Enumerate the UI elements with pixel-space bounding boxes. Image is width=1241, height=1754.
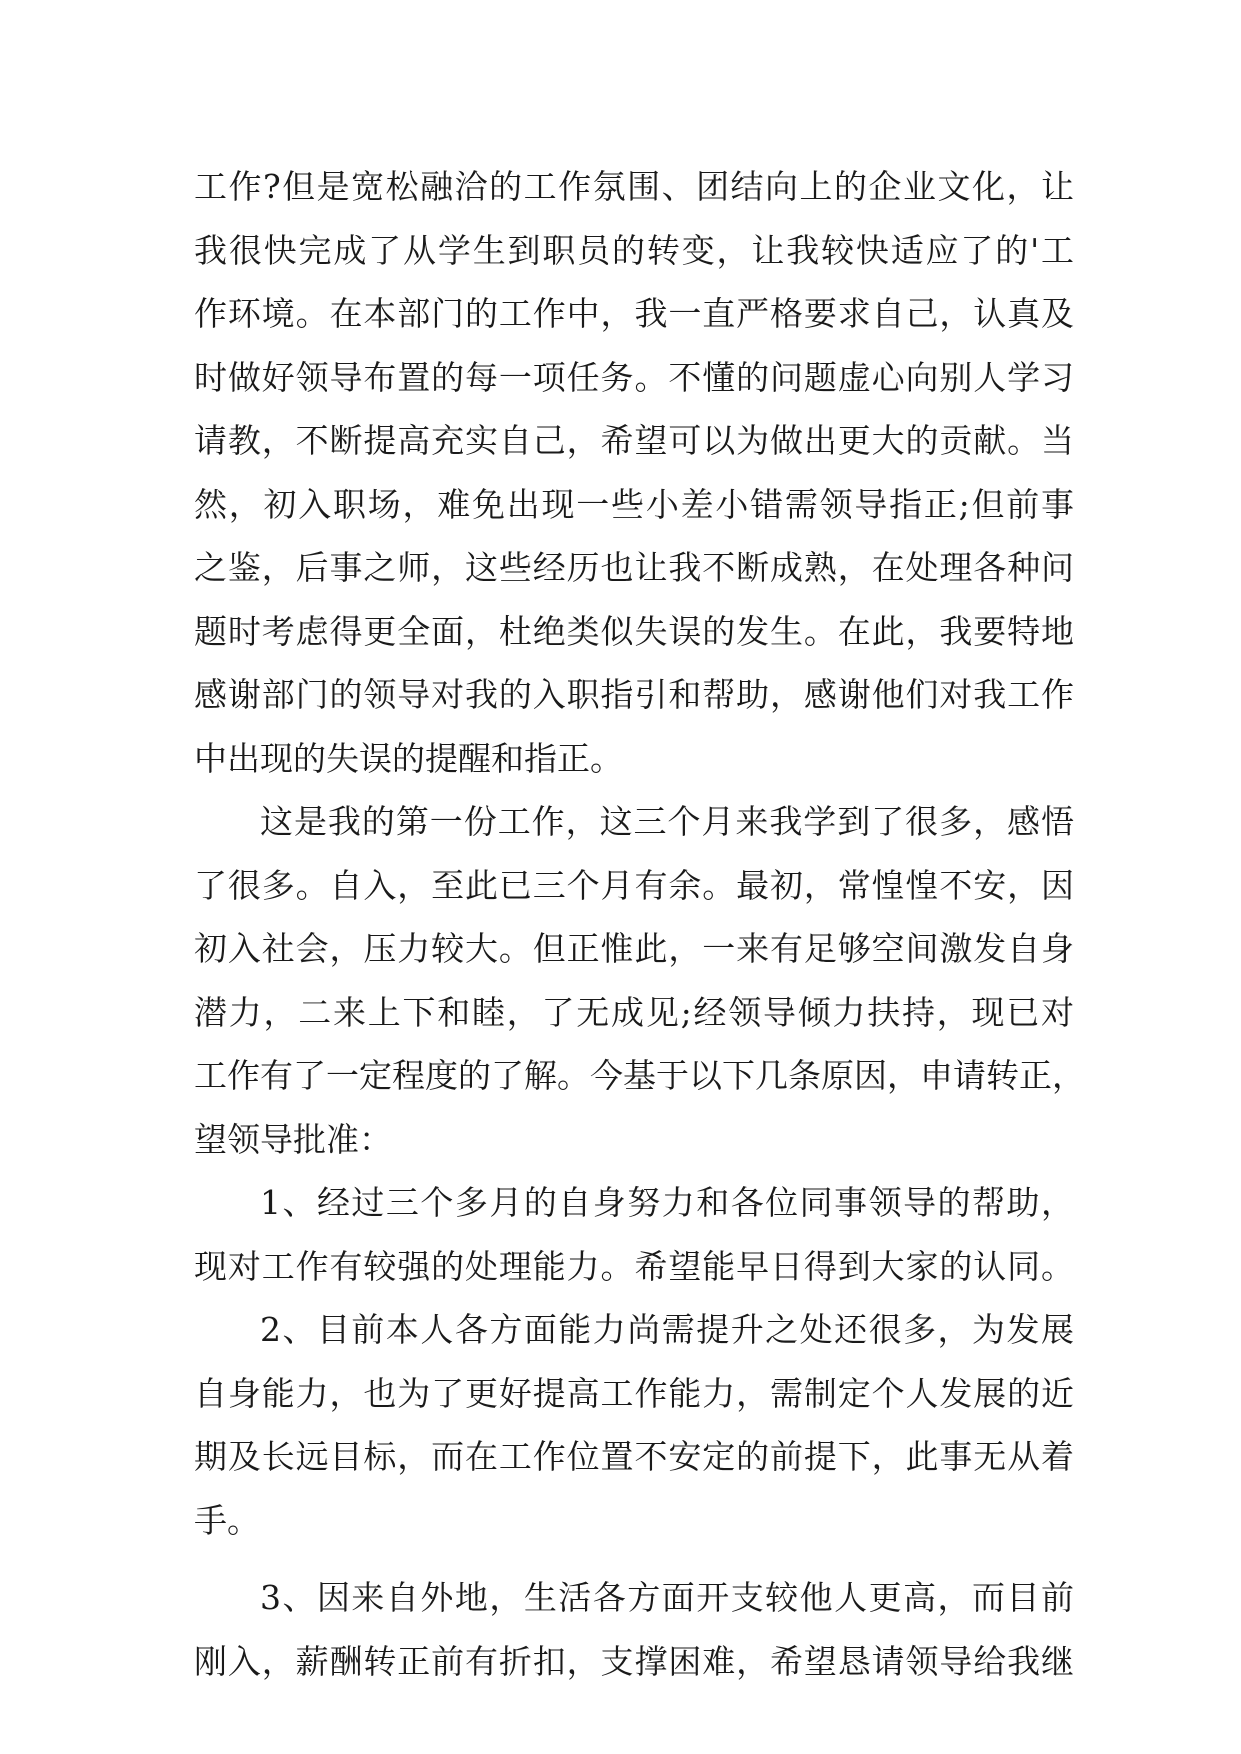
text-line: 了很多。自入，至此已三个月有余。最初，常惶惶不安，因 bbox=[194, 865, 1074, 905]
text-line: 望领导批准： bbox=[194, 1119, 392, 1159]
text-line: 潜力，二来上下和睦，了无成见;经领导倾力扶持，现已对 bbox=[194, 992, 1074, 1032]
text-line: 期及长远目标，而在工作位置不安定的前提下，此事无从着 bbox=[194, 1437, 1074, 1476]
text-line: 手。 bbox=[194, 1500, 260, 1540]
list-item-3: 3、因来自外地，生活各方面开支较他人更高，而目前 bbox=[260, 1578, 1074, 1617]
text-line: 中出现的失误的提醒和指正。 bbox=[194, 738, 623, 778]
text-line: 题时考虑得更全面，杜绝类似失误的发生。在此，我要特地 bbox=[194, 611, 1074, 651]
text-line: 工作?但是宽松融洽的工作氛围、团结向上的企业文化，让 bbox=[194, 167, 1074, 206]
text-line: 初入社会，压力较大。但正惟此，一来有足够空间激发自身 bbox=[194, 929, 1074, 968]
list-item-2: 2、目前本人各方面能力尚需提升之处还很多，为发展 bbox=[260, 1310, 1074, 1349]
text-line: 现对工作有较强的处理能力。希望能早日得到大家的认同。 bbox=[194, 1246, 1074, 1286]
text-line: 作环境。在本部门的工作中，我一直严格要求自己，认真及 bbox=[194, 294, 1074, 333]
text-line: 感谢部门的领导对我的入职指引和帮助，感谢他们对我工作 bbox=[194, 675, 1074, 714]
text-line: 刚入，薪酬转正前有折扣，支撑困难，希望恳请领导给我继 bbox=[194, 1641, 1074, 1681]
document-body bbox=[194, 155, 1085, 1693]
text-line: 然，初入职场，难免出现一些小差小错需领导指正;但前事 bbox=[194, 484, 1074, 524]
text-line: 自身能力，也为了更好提高工作能力，需制定个人发展的近 bbox=[194, 1373, 1074, 1413]
text-line: 之鉴，后事之师，这些经历也让我不断成熟，在处理各种问 bbox=[194, 548, 1074, 587]
text-line: 请教，不断提高充实自己，希望可以为做出更大的贡献。当 bbox=[194, 421, 1074, 460]
text-line: 这是我的第一份工作，这三个月来我学到了很多，感悟 bbox=[260, 802, 1074, 841]
text-line: 时做好领导布置的每一项任务。不懂的问题虚心向别人学习 bbox=[194, 357, 1074, 397]
text-line: 我很快完成了从学生到职员的转变，让我较快适应了的'工 bbox=[194, 230, 1074, 270]
text-line: 工作有了一定程度的了解。今基于以下几条原因，申请转正， bbox=[194, 1056, 1085, 1095]
list-item-1: 1、经过三个多月的自身努力和各位同事领导的帮助， bbox=[260, 1183, 1074, 1222]
